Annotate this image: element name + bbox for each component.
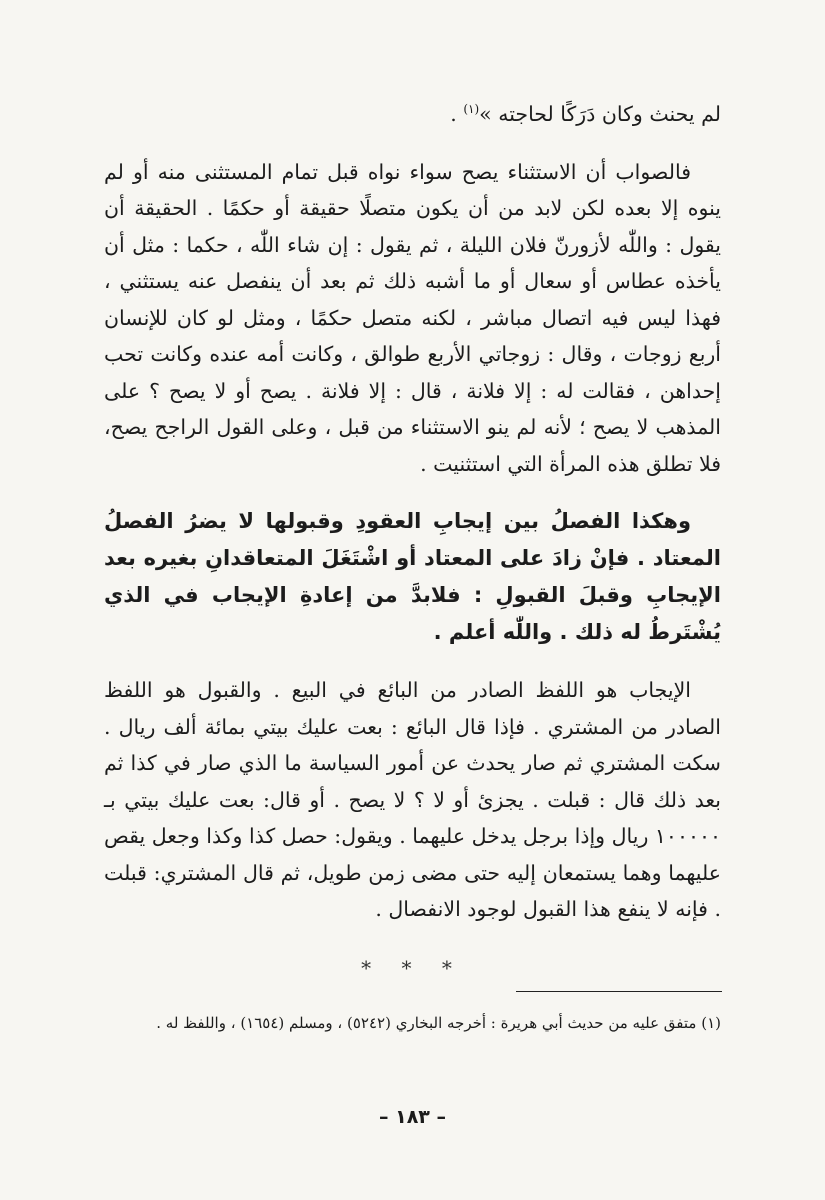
body-text xyxy=(104,96,721,986)
paragraph-4: الإيجاب هو اللفظ الصادر من البائع في البيع . والقبول هو اللفظ الصادر من المشتري . فإذا قال البائع : بعت عليك بيتي بمائة ألف ريال . سكت المشتري ثم صار يحدث عن أمور السياسة ما الذي صار في كذا ثم بعد ذلك قال : قبلت . يجزئ أو لا ؟ لا يصح . أو قال: بعت عليك بيتي بـ ١٠٠٠٠٠ ريال وإذا برجل يدخل عليهما . ويقول: حصل كذا وكذا وجعل يقص عليهما وهما يستمعان إليه حتى مضى زمن طويل، ثم قال المشتري: قبلت . فإنه لا ينفع هذا القبول لوجود الانفصال . xyxy=(104,678,721,921)
matn-paragraph: وهكذا الفصلُ بين إيجابِ العقودِ وقبولها لا يضرُ الفصلُ المعتاد . فإنْ زادَ على المعتاد أو اشْتَغَلَ المتعاقدانِ بغيره بعد الإيجابِ وقبلَ القبولِ : فلابدَّ من إعادةِ الإيجاب في الذي يُشْتَرطُ له ذلك . واللّٰه أعلم . xyxy=(104,509,721,644)
footnote-rule xyxy=(516,991,722,992)
paragraph-1-text: لم يحنث وكان دَرَكًا لحاجته » xyxy=(479,102,721,126)
footnote-marker[interactable]: (١) xyxy=(463,102,480,116)
page-number: – ١٨٣ – xyxy=(378,1106,447,1128)
paragraph-2: فالصواب أن الاستثناء يصح سواء نواه قبل تمام المستثنى منه أو لم ينوه إلا بعده لكن لابد من أن يكون متصلًا حقيقة أو حكمًا . الحقيقة أن يقول : واللّٰه لأزورنّ فلان الليلة ، ثم يقول : إن شاء اللّٰه ، حكما : مثل أن يأخذه عطاس أو سعال أو ما أشبه ذلك ثم بعد أن ينفصل عنه يستثني ، فهذا ليس فيه اتصال مباشر ، لكنه متصل حكمًا ، ومثل لو كان للإنسان أربع زوجات ، وقال : زوجاتي الأربع طوالق ، وكانت أمه عنده وكانت تحب إحداهن ، فقالت له : إلا فلانة ، قال : إلا فلانة . يصح أو لا يصح ؟ على المذهب لا يصح ؛ لأنه لم ينو الاستثناء من قبل ، وعلى القول الراجح يصح، فلا تطلق هذه المرأة التي استثنيت . xyxy=(104,159,721,476)
footnote-text: (١) متفق عليه من حديث أبي هريرة : أخرجه البخاري (٥٢٤٢) ، ومسلم (١٦٥٤) ، واللفظ له . xyxy=(156,1014,721,1032)
section-separator: * * * xyxy=(361,955,464,980)
paragraph-1-end: . xyxy=(450,102,464,126)
paragraph-1 xyxy=(104,96,721,133)
